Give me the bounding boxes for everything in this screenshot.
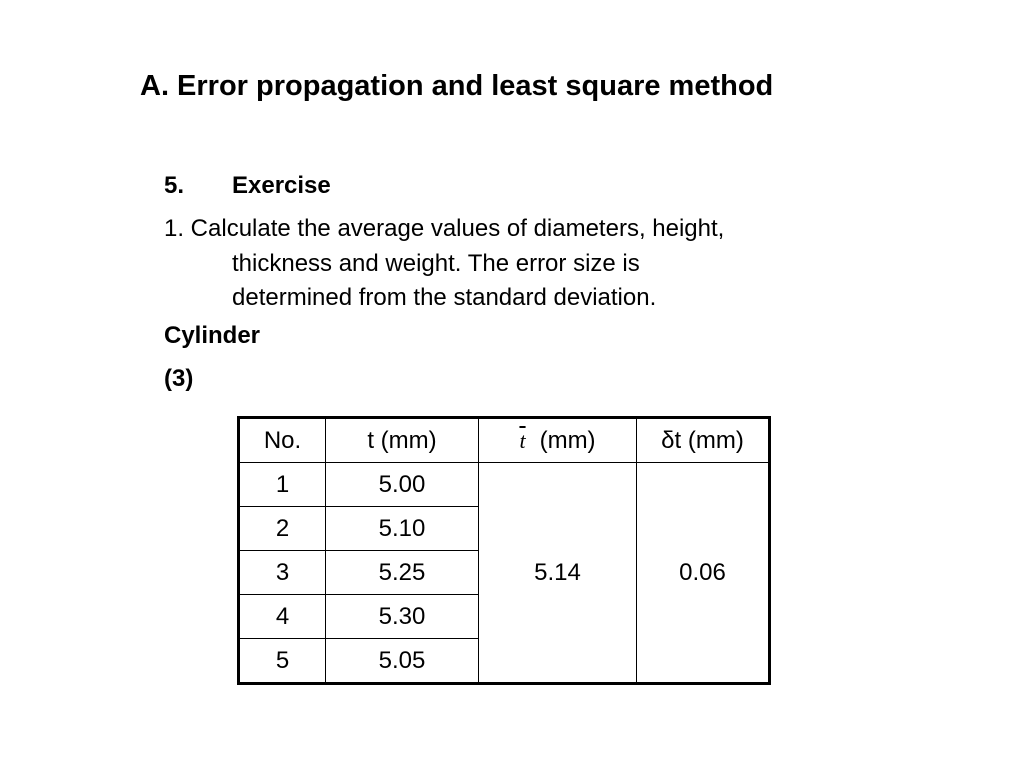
cell-no: 3 [239, 551, 326, 595]
task-line-3: determined from the standard deviation. [232, 284, 657, 311]
task-line-2: thickness and weight. The error size is [232, 249, 640, 277]
t-mean-unit: (mm) [539, 426, 596, 454]
cell-deviation: 0.06 [637, 463, 770, 684]
section-heading [164, 172, 331, 200]
header-no: No. [239, 418, 326, 463]
cell-no: 5 [239, 639, 326, 684]
cell-no: 2 [239, 507, 326, 551]
t-bar-symbol: $\overline{t}$ [519, 427, 526, 453]
header-t: t (mm) [326, 418, 479, 463]
task-line-1: 1. Calculate the average values of diameters, height, [164, 215, 725, 242]
cell-t: 5.30 [326, 595, 479, 639]
table-header-row [239, 418, 770, 463]
header-t-mean [479, 418, 637, 463]
section-title: Exercise [232, 172, 331, 199]
page-title: A. Error propagation and least square method [140, 70, 774, 102]
cell-no: 1 [239, 463, 326, 507]
cell-t: 5.25 [326, 551, 479, 595]
item-number: (3) [164, 365, 194, 392]
cell-t: 5.10 [326, 507, 479, 551]
cell-no: 4 [239, 595, 326, 639]
cell-mean: 5.14 [479, 463, 637, 684]
measurement-table [237, 416, 771, 685]
section-number: 5. [164, 172, 185, 199]
table-row [239, 463, 770, 507]
subject-label: Cylinder [164, 322, 261, 349]
cell-t: 5.05 [326, 639, 479, 684]
cell-t: 5.00 [326, 463, 479, 507]
header-delta-t: δt (mm) [637, 418, 770, 463]
task-description [164, 212, 864, 316]
